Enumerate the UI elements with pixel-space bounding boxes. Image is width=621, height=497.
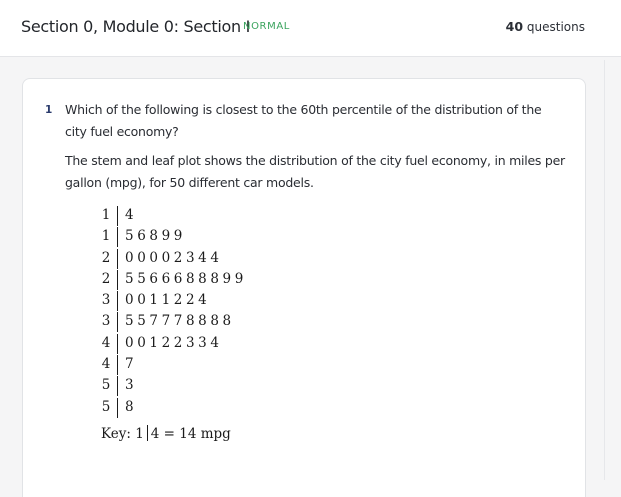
key-prefix: Key: bbox=[101, 426, 136, 442]
question-prompt: Which of the following is closest to the 60th percentile of the distribution of the city fuel economy? bbox=[65, 102, 542, 139]
leaf-values: 7 bbox=[125, 356, 138, 373]
leaf-values: 3 bbox=[125, 377, 138, 394]
stem-value: 5 bbox=[101, 398, 111, 415]
stem-divider bbox=[117, 249, 118, 269]
stem-value: 1 bbox=[101, 207, 111, 223]
leaf-values: 557778888 bbox=[125, 313, 235, 330]
leaf-values: 00002344 bbox=[125, 249, 223, 266]
stem-divider bbox=[117, 206, 118, 226]
scrollbar-track[interactable] bbox=[604, 60, 605, 480]
top-header bbox=[0, 0, 621, 57]
stem-divider bbox=[117, 355, 118, 375]
stem-value: 3 bbox=[101, 313, 111, 330]
stem-divider bbox=[117, 312, 118, 332]
stem-leaf-key bbox=[101, 425, 231, 442]
stem-value: 3 bbox=[101, 292, 111, 309]
question-number: 1 bbox=[45, 104, 53, 116]
difficulty-badge: NORMAL bbox=[243, 21, 290, 32]
stem-divider bbox=[117, 270, 118, 290]
stem-divider bbox=[117, 398, 118, 418]
leaf-values: 00122334 bbox=[125, 334, 223, 351]
stem-divider bbox=[117, 376, 118, 396]
stem-value: 2 bbox=[101, 270, 111, 287]
key-suffix: = 14 mpg bbox=[159, 426, 231, 442]
stem-value: 2 bbox=[101, 249, 111, 266]
stem-value: 5 bbox=[101, 377, 111, 394]
leaf-values: 0011224 bbox=[125, 292, 211, 309]
stem-value: 4 bbox=[101, 356, 111, 373]
section-title: Section 0, Module 0: Section I bbox=[21, 17, 251, 36]
stem-divider bbox=[117, 227, 118, 247]
key-leaf: 4 bbox=[150, 426, 160, 442]
leaf-values: 56899 bbox=[125, 228, 186, 245]
question-count bbox=[506, 19, 585, 34]
stem-divider bbox=[117, 334, 118, 354]
stem-value: 1 bbox=[101, 228, 111, 245]
question-description: The stem and leaf plot shows the distribution of the city fuel economy, in miles per gallon (mpg), for 50 different car models. bbox=[65, 153, 565, 190]
question-count-number: 40 bbox=[505, 19, 524, 34]
key-stem: 1 bbox=[135, 426, 144, 442]
stem-divider bbox=[117, 291, 118, 311]
stem-value: 4 bbox=[101, 334, 111, 351]
leaf-values: 5566688899 bbox=[125, 270, 247, 287]
key-divider bbox=[147, 425, 148, 441]
leaf-values: 8 bbox=[125, 398, 138, 415]
leaf-values: 4 bbox=[125, 207, 138, 223]
question-count-label: questions bbox=[526, 20, 585, 34]
